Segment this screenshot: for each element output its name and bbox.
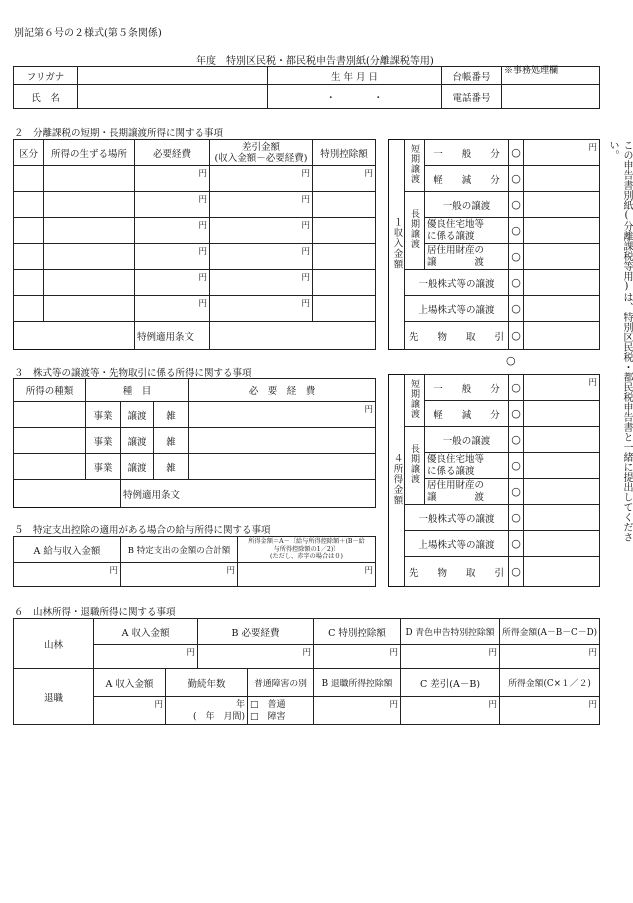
cell[interactable] [14, 166, 44, 192]
long-term-label [405, 427, 425, 505]
sanrin-header-c: C 特別控除額 [314, 619, 401, 645]
years-months-unit: ( 年 月間) [192, 711, 246, 722]
sec2-special-label: 特例適用条文 [135, 322, 210, 350]
furigana-input[interactable] [78, 67, 268, 85]
yuryo-line1: 優良住宅地等 [427, 218, 485, 230]
form-title: 年度 特別区民税・都民税申告書別紙(分離課税等用) [196, 56, 434, 67]
yen-cell[interactable]: 円 [198, 645, 314, 669]
kyoju-line1: 居住用財産の [427, 244, 485, 256]
jigyo-option[interactable]: 事業 [86, 402, 121, 428]
cell[interactable] [524, 244, 600, 270]
ippan-label: 一 般 分 [425, 140, 509, 166]
blank [14, 480, 121, 508]
income-result-table [388, 374, 600, 587]
sec2-header-net-line2: (収入金額－必要経費) [214, 152, 308, 164]
cell[interactable] [524, 479, 600, 505]
sec2-table [13, 139, 376, 350]
sanrin-label: 山林 [14, 619, 94, 669]
ippan-label: 一 般 分 [425, 375, 509, 401]
sec2-header-net [210, 140, 313, 166]
keigen-label: 軽 減 分 [425, 401, 509, 427]
yen-cell[interactable]: 円 [121, 563, 238, 587]
cell[interactable] [44, 270, 135, 296]
yen-cell[interactable]: 円 [524, 140, 600, 166]
sec2-header-net-line1: 差引金額 [241, 141, 280, 153]
phone-label: 電話番号 [442, 85, 502, 109]
table-row [14, 402, 376, 428]
cell[interactable] [313, 244, 376, 270]
table-row [14, 454, 376, 480]
table-row [14, 166, 376, 192]
cell[interactable] [524, 427, 600, 453]
long-term-text: 長期譲渡 [409, 209, 419, 249]
sakimono-label: 先 物 取 引 [405, 557, 509, 587]
sanrin-header-b: B 必要経費 [198, 619, 314, 645]
cell[interactable] [524, 192, 600, 218]
ippan-joto-label: 一般の譲渡 [425, 192, 509, 218]
form-reference: 別記第６号の２様式(第５条関係) [14, 28, 162, 39]
zatsu-option[interactable]: 雑 [154, 428, 189, 454]
sakimono-label: 先 物 取 引 [405, 322, 509, 350]
sec3-header-type: 所得の種類 [14, 379, 86, 402]
cell[interactable] [524, 401, 600, 427]
ledger-no-label: 台帳番号 [442, 67, 502, 85]
side-note: この申告書別紙(分離課税等用)は、特別区民税・都民税申告書と一緒に提出してください。 [607, 140, 632, 542]
keigen-label: 軽 減 分 [425, 166, 509, 192]
cell[interactable] [524, 557, 600, 587]
sec3-title: ３ 株式等の譲渡等・先物取引に係る所得に関する事項 [14, 368, 252, 379]
yuryo-label [425, 218, 509, 244]
sec2-header-place: 所得の生ずる場所 [44, 140, 135, 166]
yen-cell[interactable]: 円 [210, 218, 313, 244]
office-use-label: ※事務処理欄 [502, 67, 600, 85]
yen-cell[interactable]: 円 [189, 402, 376, 428]
kyoju-line2: 譲 渡 [427, 491, 485, 503]
circle-mark[interactable]: ○ [509, 427, 524, 453]
kyoju-line2: 譲 渡 [427, 256, 485, 268]
circle-mark[interactable]: ○ [509, 375, 524, 401]
yuryo-line2: に係る譲渡 [427, 465, 475, 477]
cell[interactable] [14, 428, 86, 454]
jojo-kabu-label: 上場株式等の譲渡 [405, 531, 509, 557]
yen-cell[interactable]: 円 [135, 270, 210, 296]
income-label-1 [389, 140, 405, 350]
table-row [14, 428, 376, 454]
yen-cell[interactable]: 円 [210, 192, 313, 218]
sec3-special-label: 特例適用条文 [123, 489, 181, 501]
futsu-checkbox[interactable]: □ 普通 [250, 699, 286, 710]
sec2-special-input[interactable] [210, 322, 376, 350]
circle-mark[interactable]: ○ [506, 354, 516, 367]
yen-cell[interactable]: 円 [238, 563, 376, 587]
yen-cell[interactable]: 円 [135, 192, 210, 218]
zatsu-option[interactable]: 雑 [154, 454, 189, 480]
zatsu-option[interactable]: 雑 [154, 402, 189, 428]
ippan-joto-label: 一般の譲渡 [425, 427, 509, 453]
taishoku-header-years: 勤続年数 [166, 669, 248, 697]
cell[interactable] [44, 296, 135, 322]
sec5-table [13, 536, 376, 587]
jigyo-option[interactable]: 事業 [86, 454, 121, 480]
yen-cell[interactable]: 円 [313, 166, 376, 192]
kyoju-line1: 居住用財産の [427, 479, 485, 491]
joto-option[interactable]: 譲渡 [121, 402, 154, 428]
sanrin-header-total: 所得金額(A－B－C－D) [500, 619, 600, 645]
cell[interactable] [44, 244, 135, 270]
cell[interactable] [524, 531, 600, 557]
cell[interactable] [313, 296, 376, 322]
jojo-kabu-label: 上場株式等の譲渡 [405, 296, 509, 322]
yen-cell[interactable]: 円 [210, 296, 313, 322]
yuryo-line2: に係る譲渡 [427, 230, 475, 242]
short-term-text: 短期譲渡 [409, 379, 419, 419]
circle-mark[interactable]: ○ [509, 270, 524, 296]
years-cell[interactable] [166, 697, 248, 725]
yen-cell[interactable]: 円 [524, 375, 600, 401]
yen-cell[interactable]: 円 [14, 563, 121, 587]
cell[interactable] [524, 505, 600, 531]
sec2-header-expense: 必要経費 [135, 140, 210, 166]
cell[interactable] [189, 428, 376, 454]
cell[interactable] [524, 166, 600, 192]
circle-mark[interactable]: ○ [509, 166, 524, 192]
name-input[interactable] [78, 85, 268, 109]
income-label-4 [389, 375, 405, 587]
table-row [14, 270, 376, 296]
cell[interactable] [14, 218, 44, 244]
shogai-checkbox[interactable]: □ 障害 [250, 711, 286, 722]
furigana-label: フリガナ [14, 67, 78, 85]
sec5-col-a: A 給与収入金額 [14, 537, 121, 563]
yen-cell[interactable]: 円 [94, 697, 166, 725]
table-row [14, 296, 376, 322]
sec3-special-row [121, 480, 376, 508]
jigyo-option[interactable]: 事業 [86, 428, 121, 454]
cell[interactable] [189, 454, 376, 480]
yen-cell[interactable]: 円 [314, 697, 401, 725]
sanrin-header-d: D 青色申告特別控除額 [401, 619, 500, 645]
sec5-col-c-line1: 所得金額＝A－〔給与所得控除額＋(B－給 [248, 538, 365, 546]
short-term-label [405, 375, 425, 427]
circle-mark[interactable]: ○ [509, 218, 524, 244]
sec5-col-b: B 特定支出の金額の合計額 [121, 537, 238, 563]
kyoju-label [425, 244, 509, 270]
circle-mark[interactable]: ○ [509, 296, 524, 322]
cell[interactable] [524, 218, 600, 244]
cell[interactable] [14, 192, 44, 218]
yen-cell[interactable]: 円 [401, 697, 500, 725]
sec5-col-c-line2: 与所得控除額の1／2)〕 [273, 545, 340, 553]
taishoku-header-c: C 差引(A－B) [401, 669, 500, 697]
birthdate-input[interactable]: ・ ・ [268, 85, 442, 109]
cell[interactable] [524, 296, 600, 322]
type-checkboxes [248, 697, 314, 725]
circle-mark[interactable]: ○ [509, 557, 524, 587]
kyoju-label [425, 479, 509, 505]
cell[interactable] [14, 402, 86, 428]
taishoku-header-b: B 退職所得控除額 [314, 669, 401, 697]
yen-cell[interactable]: 円 [135, 166, 210, 192]
ippan-kabu-label: 一般株式等の譲渡 [405, 270, 509, 296]
income-label-text: ４所得金額 [391, 452, 403, 506]
cell[interactable] [44, 166, 135, 192]
long-term-text: 長期譲渡 [409, 444, 419, 484]
circle-mark[interactable]: ○ [509, 140, 524, 166]
cell[interactable] [14, 454, 86, 480]
yen-cell[interactable]: 円 [210, 270, 313, 296]
taishoku-header-a: A 収入金額 [94, 669, 166, 697]
circle-mark[interactable]: ○ [509, 531, 524, 557]
sec3-header-item: 種 目 [86, 379, 189, 402]
yen-cell[interactable]: 円 [500, 697, 600, 725]
sec3-table [13, 378, 376, 508]
cell[interactable] [44, 218, 135, 244]
cell[interactable] [14, 270, 44, 296]
sanrin-header-a: A 収入金額 [94, 619, 198, 645]
sec2-header-special: 特別控除額 [313, 140, 376, 166]
ippan-kabu-label: 一般株式等の譲渡 [405, 505, 509, 531]
taishoku-label: 退職 [14, 669, 94, 725]
sec6-table [13, 618, 600, 725]
sec5-col-c [238, 537, 376, 563]
circle-mark[interactable]: ○ [509, 192, 524, 218]
yen-cell[interactable]: 円 [210, 166, 313, 192]
short-term-text: 短期譲渡 [409, 144, 419, 184]
yen-cell[interactable]: 円 [135, 218, 210, 244]
office-use-field [502, 85, 600, 109]
blank [14, 322, 135, 350]
table-row [14, 218, 376, 244]
cell[interactable] [14, 296, 44, 322]
yen-cell[interactable]: 円 [500, 645, 600, 669]
circle-mark[interactable]: ○ [509, 479, 524, 505]
long-term-label [405, 192, 425, 270]
yuryo-label [425, 453, 509, 479]
name-label: 氏 名 [14, 85, 78, 109]
income-label-text: １収入金額 [391, 216, 403, 270]
cell[interactable] [524, 322, 600, 350]
circle-mark[interactable]: ○ [509, 244, 524, 270]
cell[interactable] [524, 270, 600, 296]
personal-info-table [13, 66, 600, 109]
cell[interactable] [313, 218, 376, 244]
sec6-title: ６ 山林所得・退職所得に関する事項 [14, 607, 176, 618]
sec5-col-c-line3: (ただし、赤字の場合は０) [270, 553, 343, 561]
circle-mark[interactable]: ○ [509, 401, 524, 427]
table-row [14, 192, 376, 218]
yen-cell[interactable]: 円 [210, 244, 313, 270]
cell[interactable] [44, 192, 135, 218]
yen-cell[interactable]: 円 [135, 296, 210, 322]
sec2-title: ２ 分離課税の短期・長期譲渡所得に関する事項 [14, 128, 224, 139]
yen-cell[interactable]: 円 [135, 244, 210, 270]
circle-mark[interactable]: ○ [509, 505, 524, 531]
birthdate-label: 生 年 月 日 [268, 67, 442, 85]
joto-option[interactable]: 譲渡 [121, 428, 154, 454]
circle-mark[interactable]: ○ [509, 453, 524, 479]
taishoku-header-type: 普通障害の別 [248, 669, 314, 697]
joto-option[interactable]: 譲渡 [121, 454, 154, 480]
yuryo-line1: 優良住宅地等 [427, 453, 485, 465]
cell[interactable] [524, 453, 600, 479]
yen-cell[interactable]: 円 [314, 645, 401, 669]
table-row [14, 244, 376, 270]
taishoku-header-total: 所得金額(C×１／２) [500, 669, 600, 697]
sec3-header-expense: 必 要 経 費 [189, 379, 376, 402]
sec5-title: ５ 特定支出控除の適用がある場合の給与所得に関する事項 [14, 525, 271, 536]
cell[interactable] [14, 244, 44, 270]
years-unit: 年 [236, 699, 246, 710]
cell[interactable] [313, 192, 376, 218]
yen-cell[interactable]: 円 [401, 645, 500, 669]
cell[interactable] [313, 270, 376, 296]
yen-cell[interactable]: 円 [94, 645, 198, 669]
sec2-header-kubun: 区分 [14, 140, 44, 166]
income-amount-table [388, 139, 600, 350]
short-term-label [405, 140, 425, 192]
circle-mark[interactable]: ○ [509, 322, 524, 350]
